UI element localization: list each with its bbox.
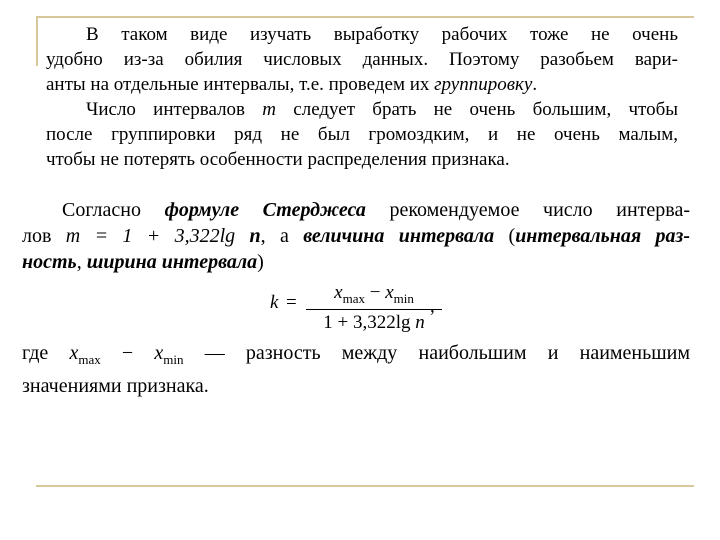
var-x: x — [69, 342, 79, 364]
text: после группировки ряд не был громоздким, и не очень малым, — [46, 124, 678, 145]
sturges-paragraph — [22, 197, 690, 275]
text-line — [22, 223, 690, 249]
frame-bottom-border — [36, 485, 694, 487]
formula-fraction — [304, 282, 444, 334]
text: значениями признака. — [22, 375, 209, 397]
term-grouping: группировку — [434, 74, 533, 95]
var-n: n — [415, 311, 425, 333]
text-line — [22, 249, 690, 275]
text: 1 + 3,322lg — [323, 311, 416, 333]
text: Согласно — [62, 199, 165, 221]
formula-comma: , — [430, 296, 435, 317]
text-line — [22, 197, 690, 223]
formula-denominator — [304, 310, 444, 334]
text-line — [46, 22, 678, 47]
text-line — [22, 373, 690, 399]
text: следует брать не очень большим, чтобы — [276, 99, 678, 120]
formula-equals: = — [286, 292, 297, 313]
text: Число интервалов — [86, 99, 263, 120]
term-interval-width: ширина интервала — [86, 251, 258, 273]
text: В таком виде изучать выработку рабочих тоже не очень — [86, 24, 678, 45]
subscript-max: max — [342, 290, 365, 306]
text-line — [46, 122, 678, 147]
text-line — [22, 340, 690, 373]
subscript-max: max — [78, 352, 101, 367]
text-line — [46, 72, 678, 97]
inline-formula: т = 1 + 3,322lg — [65, 225, 250, 247]
subscript-min: min — [393, 290, 414, 306]
minus-sign: − — [100, 342, 155, 364]
subscript-min: min — [163, 352, 184, 367]
text: удобно из-за обилия числовых данных. Поэтому разобьем вари- — [46, 49, 678, 70]
highlighted-paragraph-1 — [46, 22, 678, 97]
frame-top-border — [36, 16, 694, 18]
text-line — [46, 97, 678, 122]
text-line — [46, 47, 678, 72]
text: , — [76, 251, 87, 273]
text: ) — [257, 251, 264, 273]
var-x: x — [385, 282, 394, 303]
var-x: x — [154, 342, 164, 364]
formula-numerator — [304, 282, 444, 309]
text: ( — [494, 225, 516, 247]
highlighted-paragraph-2 — [46, 97, 678, 172]
var-n: n — [249, 225, 261, 247]
formula-lhs: k — [270, 292, 279, 313]
interval-formula — [270, 282, 470, 332]
term-sturges-formula: формуле Стерджеса — [164, 199, 366, 221]
text: анты на отдельные интервалы, т.е. проведем их — [46, 74, 435, 95]
text: где — [22, 342, 70, 364]
text: — разность между наибольшим и наименьшим — [183, 342, 691, 364]
text: лов — [22, 225, 66, 247]
definition-paragraph — [22, 340, 690, 399]
text: рекомендуемое число интерва- — [365, 199, 690, 221]
frame-left-border — [36, 16, 38, 66]
text: чтобы не потерять особенности распределения признака. — [46, 149, 510, 170]
term-interval-difference-end: ность — [22, 251, 77, 273]
text-line — [46, 147, 678, 172]
text: , а — [260, 225, 304, 247]
var-x: x — [334, 282, 343, 303]
minus-sign: − — [364, 282, 386, 303]
text: . — [532, 74, 538, 95]
var-m: т — [262, 99, 277, 120]
term-interval-size: величина интервала — [303, 225, 495, 247]
term-interval-difference: интервальная раз- — [515, 225, 690, 247]
